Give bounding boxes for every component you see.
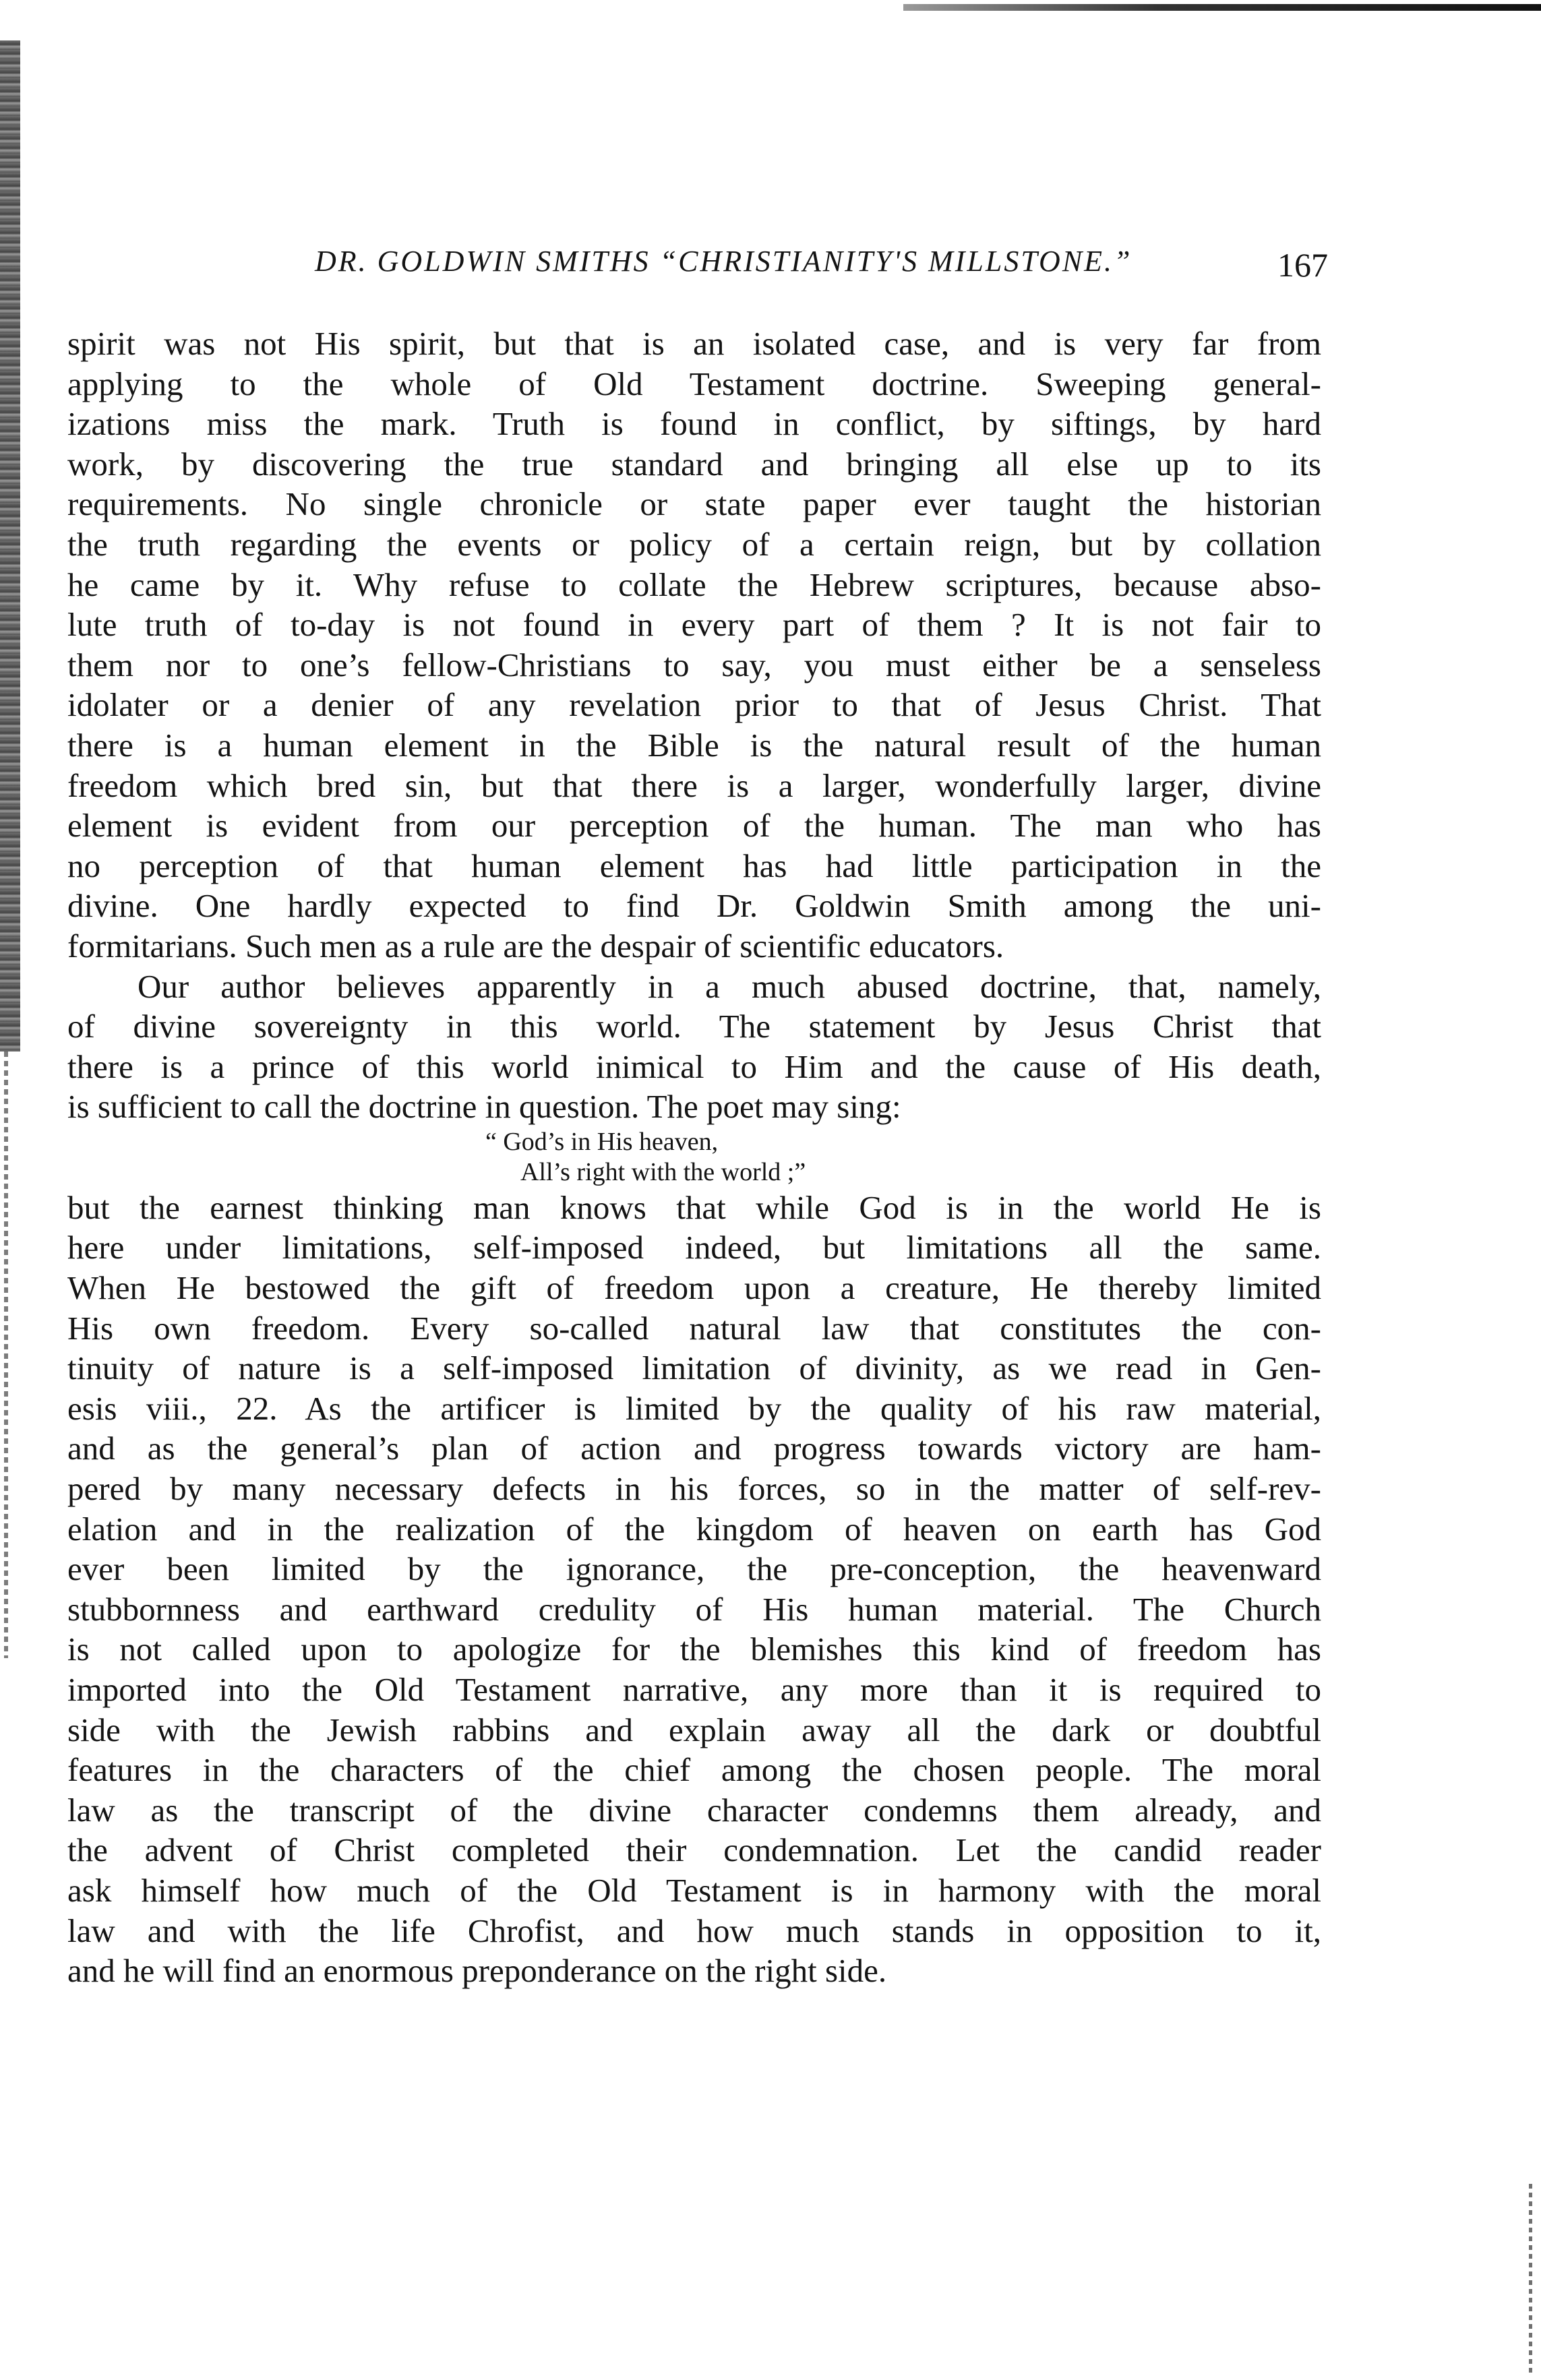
text-line: element is evident from our perception of the human. The man who has bbox=[67, 807, 1321, 845]
scan-binding-edge-lower bbox=[4, 1051, 8, 1658]
verse-quotation bbox=[67, 1127, 1321, 1188]
text-line: the advent of Christ completed their condemnation. Let the candid reader bbox=[67, 1831, 1321, 1869]
paragraph-1 bbox=[67, 324, 1321, 967]
paragraph-continuation bbox=[67, 1188, 1321, 1991]
text-line: law as the transcript of the divine character condemns them already, and bbox=[67, 1791, 1321, 1829]
text-line: formitarians. Such men as a rule are the despair of scientific educators. bbox=[67, 927, 1004, 965]
paragraph-2 bbox=[67, 967, 1321, 1127]
text-line: freedom which bred sin, but that there is a larger, wonderfully larger, divine bbox=[67, 766, 1321, 804]
text-line: Our author believes apparently in a much abused doctrine, that, namely, bbox=[138, 967, 1321, 1005]
text-line: spirit was not His spirit, but that is an isolated case, and is very far from bbox=[67, 325, 1321, 362]
verse-line: All’s right with the world ;” bbox=[520, 1157, 806, 1186]
text-line: When He bestowed the gift of freedom upon a creature, He thereby limited bbox=[67, 1269, 1321, 1307]
text-line: is sufficient to call the doctrine in question. The poet may sing: bbox=[67, 1088, 901, 1126]
text-line: elation and in the realization of the kingdom of heaven on earth has God bbox=[67, 1510, 1321, 1548]
text-line: ever been limited by the ignorance, the pre-conception, the heavenward bbox=[67, 1550, 1321, 1588]
text-line: imported into the Old Testament narrative, any more than it is required to bbox=[67, 1671, 1321, 1708]
text-line: idolater or a denier of any revelation prior to that of Jesus Christ. That bbox=[67, 686, 1321, 724]
text-line: work, by discovering the true standard and bringing all else up to its bbox=[67, 445, 1321, 483]
verse-line: “ God’s in His heaven, bbox=[485, 1127, 719, 1156]
page-number: 167 bbox=[1277, 246, 1328, 284]
text-line: the truth regarding the events or policy of a certain reign, but by collation bbox=[67, 525, 1321, 563]
text-line: and as the general’s plan of action and progress towards victory are ham- bbox=[67, 1430, 1321, 1467]
text-line: and he will find an enormous preponderance on the right side. bbox=[67, 1952, 887, 1990]
body-text bbox=[67, 324, 1321, 1991]
text-line: applying to the whole of Old Testament doctrine. Sweeping general- bbox=[67, 365, 1321, 402]
text-line: ask himself how much of the Old Testament is in harmony with the moral bbox=[67, 1871, 1321, 1909]
text-line: features in the characters of the chief among the chosen people. The moral bbox=[67, 1751, 1321, 1789]
text-line: esis viii., 22. As the artificer is limited by the quality of his raw material, bbox=[67, 1389, 1321, 1427]
text-line: tinuity of nature is a self-imposed limitation of divinity, as we read in Gen- bbox=[67, 1349, 1321, 1387]
text-line: is not called upon to apologize for the blemishes this kind of freedom has bbox=[67, 1630, 1321, 1668]
text-line: law and with the life Chrofist, and how much stands in opposition to it, bbox=[67, 1912, 1321, 1949]
text-line: pered by many necessary defects in his forces, so in the matter of self-rev- bbox=[67, 1470, 1321, 1508]
text-line: there is a prince of this world inimical to Him and the cause of His death, bbox=[67, 1047, 1321, 1085]
scan-right-edge bbox=[1529, 2184, 1532, 2373]
text-line: side with the Jewish rabbins and explain away all the dark or doubtful bbox=[67, 1711, 1321, 1748]
text-line: requirements. No single chronicle or state paper ever taught the historian bbox=[67, 485, 1321, 523]
text-line: there is a human element in the Bible is the natural result of the human bbox=[67, 726, 1321, 764]
text-line: lute truth of to-day is not found in every part of them ? It is not fair to bbox=[67, 606, 1321, 644]
scan-binding-edge bbox=[0, 40, 20, 1051]
text-line: stubbornness and earthward credulity of His human material. The Church bbox=[67, 1590, 1321, 1628]
text-line: them nor to one’s fellow-Christians to say, you must either be a senseless bbox=[67, 646, 1321, 683]
text-line: divine. One hardly expected to find Dr. Goldwin Smith among the uni- bbox=[67, 887, 1321, 925]
text-line: he came by it. Why refuse to collate the Hebrew scriptures, because abso- bbox=[67, 566, 1321, 603]
text-line: but the earnest thinking man knows that while God is in the world He is bbox=[67, 1188, 1321, 1226]
text-line: here under limitations, self-imposed indeed, but limitations all the same. bbox=[67, 1229, 1321, 1267]
text-line: His own freedom. Every so-called natural law that constitutes the con- bbox=[67, 1309, 1321, 1347]
text-line: izations miss the mark. Truth is found in conflict, by siftings, by hard bbox=[67, 405, 1321, 443]
text-line: of divine sovereignty in this world. The statement by Jesus Christ that bbox=[67, 1008, 1321, 1045]
text-line: no perception of that human element has had little participation in the bbox=[67, 847, 1321, 884]
running-head: DR. GOLDWIN SMITHS “CHRISTIANITY'S MILLSTONE.” bbox=[315, 245, 1132, 278]
page-header bbox=[219, 244, 1328, 291]
scan-top-rule bbox=[903, 4, 1541, 11]
